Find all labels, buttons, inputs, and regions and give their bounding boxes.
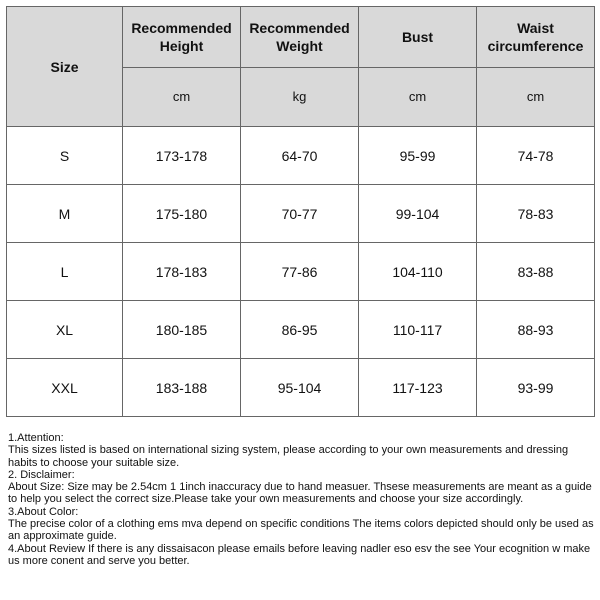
header-weight: Recommended Weight xyxy=(241,7,359,68)
cell-weight: 95-104 xyxy=(241,359,359,417)
cell-waist: 83-88 xyxy=(477,243,595,301)
cell-weight: 77-86 xyxy=(241,243,359,301)
cell-waist: 74-78 xyxy=(477,127,595,185)
cell-weight: 86-95 xyxy=(241,301,359,359)
cell-weight: 64-70 xyxy=(241,127,359,185)
cell-size: XXL xyxy=(7,359,123,417)
note-text-disclaimer: About Size: Size may be 2.54cm 1 1inch inaccuracy due to hand measuer. Thsese measurements are meant as a guide to help you select the correct size.Please take your own measurements and choose your size accordingly. xyxy=(8,481,592,506)
cell-weight: 70-77 xyxy=(241,185,359,243)
cell-size: S xyxy=(7,127,123,185)
note-heading-color: 3.About Color: xyxy=(8,505,79,518)
cell-size: L xyxy=(7,243,123,301)
unit-bust: cm xyxy=(359,68,477,127)
cell-bust: 99-104 xyxy=(359,185,477,243)
unit-height: cm xyxy=(123,68,241,127)
header-waist: Waist circumference xyxy=(477,7,595,68)
cell-bust: 117-123 xyxy=(359,359,477,417)
note-heading-attention: 1.Attention: xyxy=(8,432,64,444)
note-text-color: The precise color of a clothing ems mva depend on specific conditions The items colors depicted should only be used as an approximate guide. xyxy=(8,518,594,543)
table-row xyxy=(7,185,595,243)
unit-weight: kg xyxy=(241,68,359,127)
note-text-attention: This sizes listed is based on international sizing system, please according to your own measurements and dressing habits to choose your suitable size. xyxy=(8,444,569,469)
header-row xyxy=(7,7,595,68)
cell-bust: 110-117 xyxy=(359,301,477,359)
cell-height: 175-180 xyxy=(123,185,241,243)
cell-bust: 95-99 xyxy=(359,127,477,185)
header-height: Recommended Height xyxy=(123,7,241,68)
cell-waist: 88-93 xyxy=(477,301,595,359)
table-row xyxy=(7,359,595,417)
cell-height: 173-178 xyxy=(123,127,241,185)
table-row xyxy=(7,243,595,301)
cell-size: XL xyxy=(7,301,123,359)
cell-height: 183-188 xyxy=(123,359,241,417)
table-row xyxy=(7,301,595,359)
note-text-review: 4.About Review If there is any dissaisacon please emails before leaving nadler eso esv the see Your ecognition w make us more conent and serve you better. xyxy=(8,542,591,567)
cell-waist: 93-99 xyxy=(477,359,595,417)
cell-waist: 78-83 xyxy=(477,185,595,243)
cell-height: 178-183 xyxy=(123,243,241,301)
size-chart-table xyxy=(6,6,595,417)
unit-waist: cm xyxy=(477,68,595,127)
cell-size: M xyxy=(7,185,123,243)
cell-height: 180-185 xyxy=(123,301,241,359)
header-bust: Bust xyxy=(359,7,477,68)
header-size: Size xyxy=(7,7,123,127)
table-row xyxy=(7,127,595,185)
cell-bust: 104-110 xyxy=(359,243,477,301)
notes-section xyxy=(8,432,594,567)
note-heading-disclaimer: 2. Disclaimer: xyxy=(8,468,75,481)
